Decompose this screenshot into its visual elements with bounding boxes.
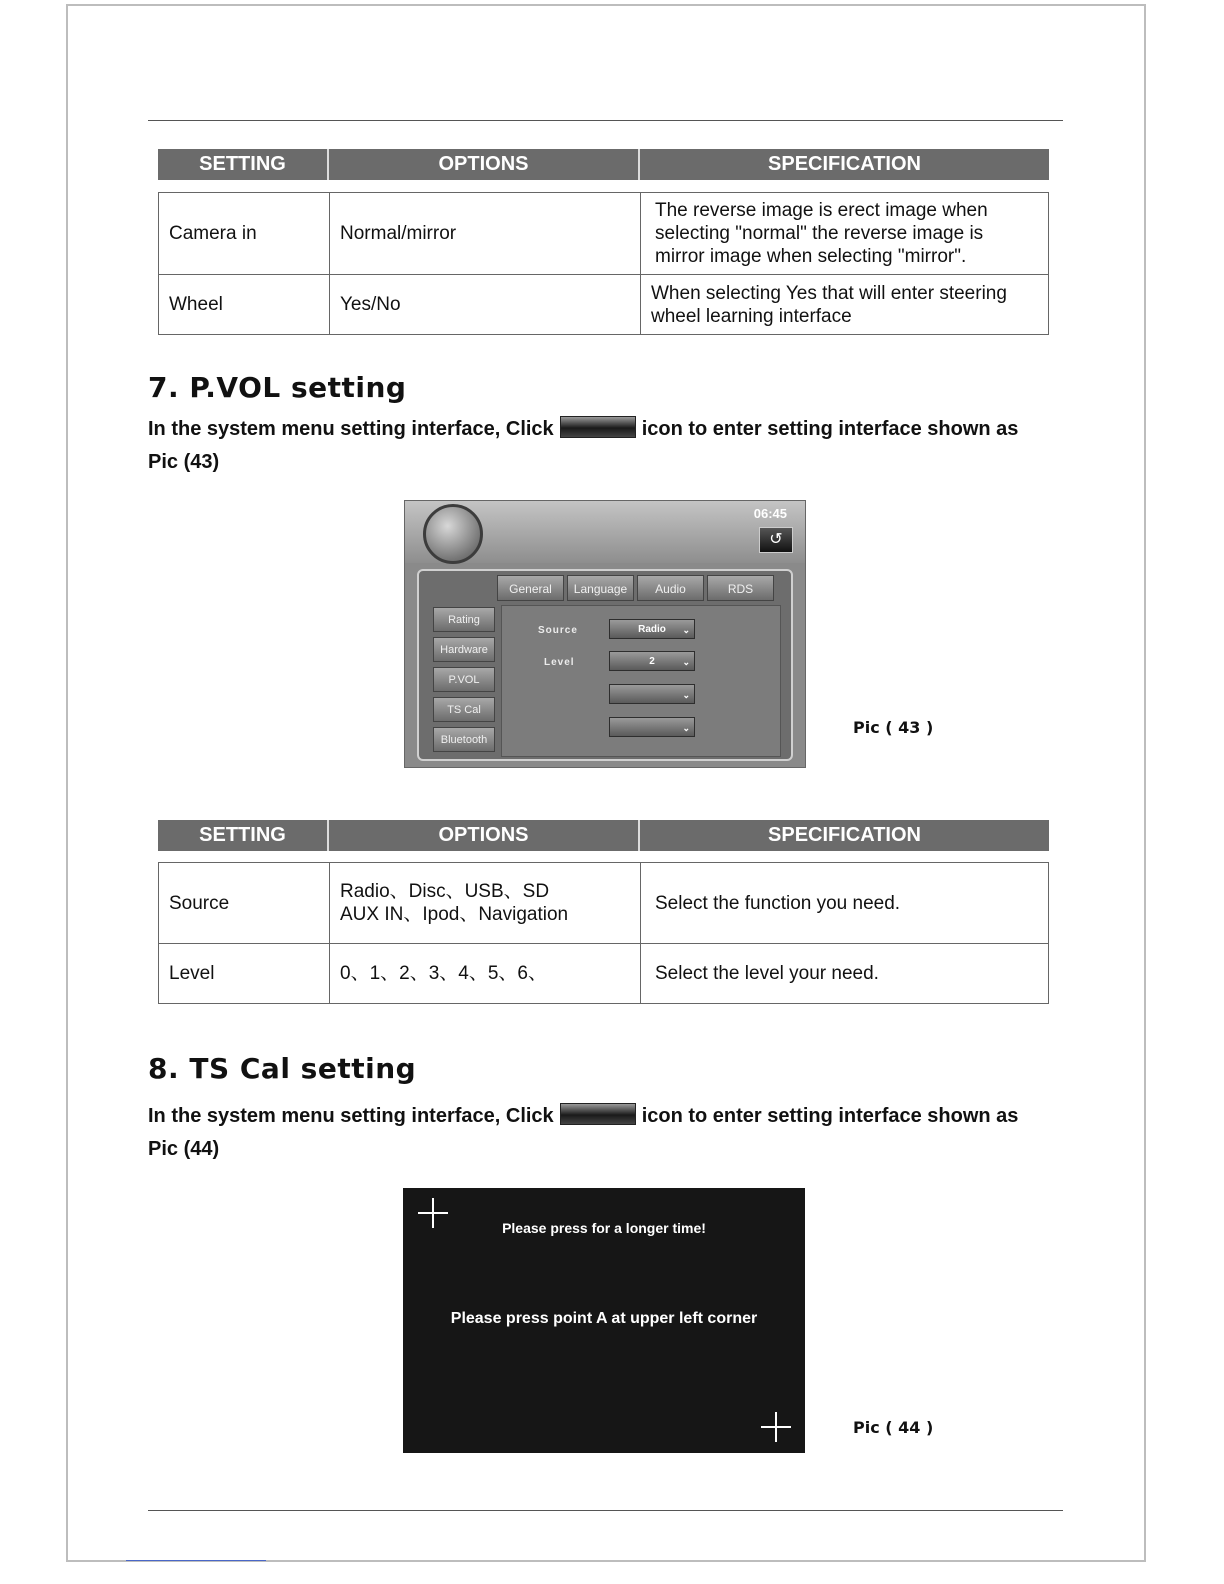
section7-text-before: In the system menu setting interface, Click bbox=[148, 418, 554, 440]
back-icon[interactable]: ↺ bbox=[759, 527, 793, 553]
chevron-down-icon: ⌄ bbox=[682, 690, 690, 700]
tab-rds[interactable]: RDS bbox=[707, 575, 774, 601]
side-item-hardware[interactable]: Hardware bbox=[433, 637, 495, 662]
pic43-tabs bbox=[497, 575, 777, 601]
pic44-message-long-press: Please press for a longer time! bbox=[502, 1220, 706, 1236]
empty-dropdown-1[interactable] bbox=[609, 684, 695, 704]
section7-pic-ref: Pic (43) bbox=[148, 451, 220, 473]
table-row bbox=[159, 275, 1049, 335]
table2-row2-spec: Select the level your need. bbox=[641, 944, 1049, 1004]
pic43-screenshot bbox=[404, 500, 806, 768]
link-underline bbox=[126, 1560, 266, 1561]
table1-row1-setting: Camera in bbox=[159, 193, 330, 275]
table2-row1-options-line1: Radio、Disc、USB、SD bbox=[340, 881, 550, 902]
empty-dropdown-2[interactable] bbox=[609, 717, 695, 737]
table1-header-options: OPTIONS bbox=[329, 149, 640, 180]
section8-text-after: icon to enter setting interface shown as bbox=[641, 1105, 1019, 1127]
pic44-message-point-a: Please press point A at upper left corner bbox=[450, 1310, 758, 1327]
tab-language[interactable]: Language bbox=[567, 575, 634, 601]
pic43-clock: 06:45 bbox=[753, 506, 787, 521]
crosshair-b-icon[interactable] bbox=[761, 1412, 791, 1442]
pic43-side-menu bbox=[433, 607, 495, 757]
section7-title: 7. P.VOL setting bbox=[148, 371, 407, 404]
section7-paragraph bbox=[148, 413, 1068, 479]
section8-title: 8. TS Cal setting bbox=[148, 1052, 417, 1085]
pic44-caption: Pic ( 44 ) bbox=[853, 1418, 934, 1437]
home-orb-icon[interactable] bbox=[423, 504, 483, 564]
side-item-ts-cal[interactable]: TS Cal bbox=[433, 697, 495, 722]
pic44-screenshot bbox=[403, 1188, 805, 1453]
section8-pic-ref: Pic (44) bbox=[148, 1138, 220, 1160]
tab-general[interactable]: General bbox=[497, 575, 564, 601]
pic43-source-label: Source bbox=[538, 625, 578, 636]
chevron-down-icon: ⌄ bbox=[682, 723, 690, 733]
table2 bbox=[158, 862, 1049, 1004]
level-dropdown-value: 2 bbox=[649, 656, 655, 667]
table2-row1-options-line2: AUX IN、Ipod、Navigation bbox=[340, 904, 569, 925]
table1-header-specification: SPECIFICATION bbox=[768, 153, 921, 175]
table1-row2-setting: Wheel bbox=[159, 275, 330, 335]
side-item-bluetooth[interactable]: Bluetooth bbox=[433, 727, 495, 752]
table2-row1-options bbox=[330, 863, 641, 944]
table1-header-setting: SETTING bbox=[158, 149, 329, 180]
table1-row1-spec: The reverse image is erect image when selecting "normal" the reverse image is mirror image when selecting "mirror". bbox=[641, 193, 1049, 275]
table-row bbox=[159, 863, 1049, 944]
table2-row1-setting: Source bbox=[159, 863, 330, 944]
table1-header bbox=[158, 149, 1049, 180]
bottom-divider bbox=[148, 1510, 1063, 1511]
pic43-level-label: Level bbox=[544, 657, 575, 668]
table2-header-setting: SETTING bbox=[158, 820, 329, 851]
pvol-button-icon bbox=[560, 416, 636, 438]
table1-row2-spec: When selecting Yes that will enter steering wheel learning interface bbox=[641, 275, 1049, 335]
pic43-caption: Pic ( 43 ) bbox=[853, 718, 934, 737]
side-item-rating[interactable]: Rating bbox=[433, 607, 495, 632]
table1 bbox=[158, 192, 1049, 335]
level-dropdown[interactable] bbox=[609, 651, 695, 671]
table-row bbox=[159, 193, 1049, 275]
source-dropdown-value: Radio bbox=[638, 624, 666, 635]
table1-row2-options: Yes/No bbox=[330, 275, 641, 335]
table2-header-specification: SPECIFICATION bbox=[768, 824, 921, 846]
source-dropdown[interactable] bbox=[609, 619, 695, 639]
tab-audio[interactable]: Audio bbox=[637, 575, 704, 601]
table2-row1-spec: Select the function you need. bbox=[641, 863, 1049, 944]
table1-row1-options: Normal/mirror bbox=[330, 193, 641, 275]
table2-header bbox=[158, 820, 1049, 851]
table2-row2-options: 0、1、2、3、4、5、6、 bbox=[330, 944, 641, 1004]
side-item-pvol[interactable]: P.VOL bbox=[433, 667, 495, 692]
table2-row2-setting: Level bbox=[159, 944, 330, 1004]
section7-text-after: icon to enter setting interface shown as bbox=[641, 418, 1019, 440]
section8-text-before: In the system menu setting interface, Click bbox=[148, 1105, 554, 1127]
chevron-down-icon: ⌄ bbox=[682, 657, 690, 667]
table-row bbox=[159, 944, 1049, 1004]
table2-header-options: OPTIONS bbox=[329, 820, 640, 851]
chevron-down-icon: ⌄ bbox=[682, 625, 690, 635]
top-divider bbox=[148, 120, 1063, 121]
ts-cal-button-icon bbox=[560, 1103, 636, 1125]
section8-paragraph bbox=[148, 1100, 1068, 1166]
